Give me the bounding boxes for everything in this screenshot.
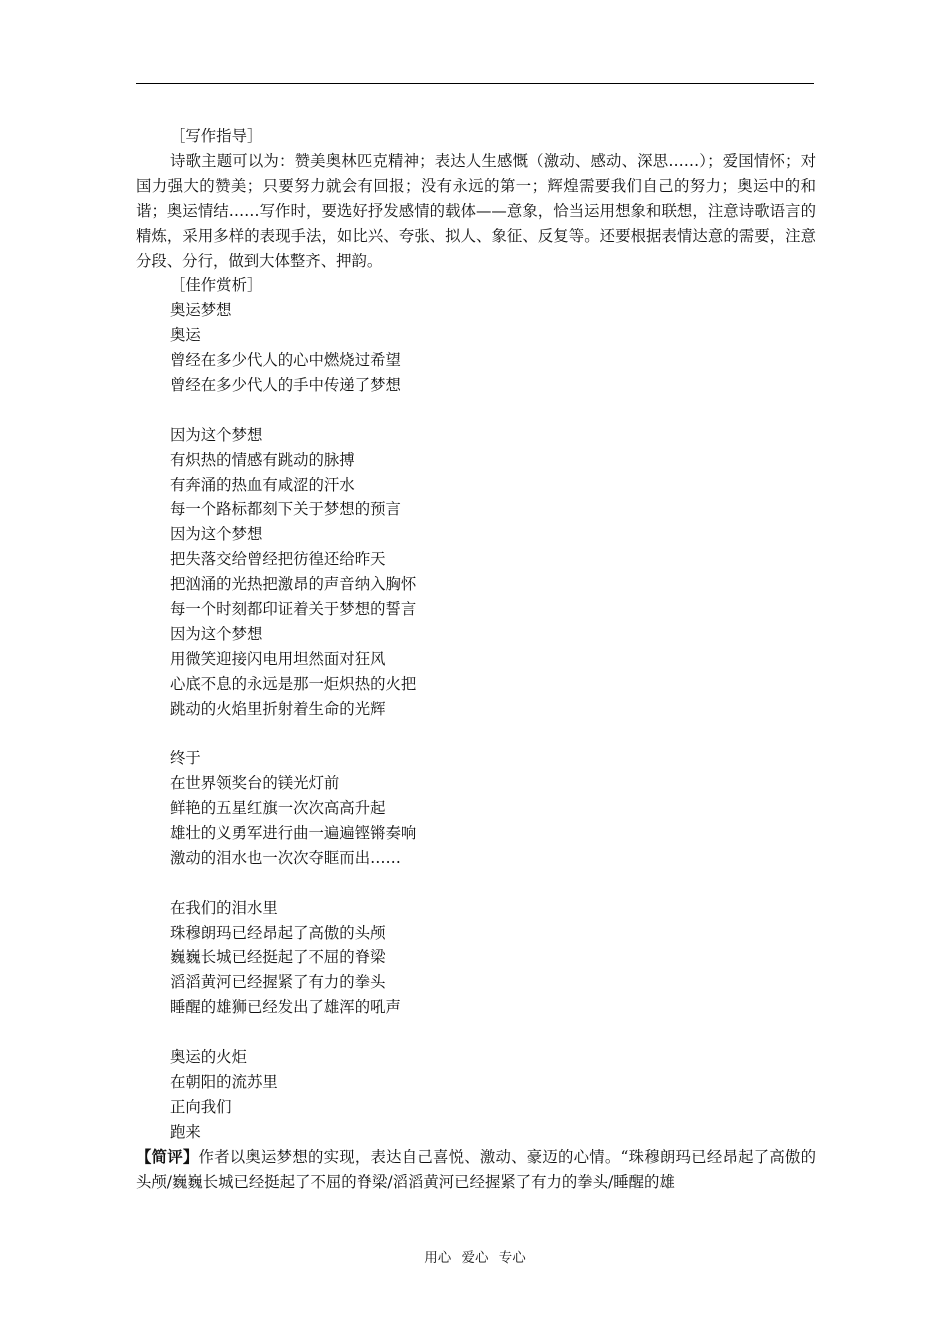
poem-line: 有奔涌的热血有咸涩的汗水	[170, 475, 355, 494]
document-body	[136, 124, 816, 1194]
poem-line: 雄壮的义勇军进行曲一遍遍铿锵奏响	[170, 824, 417, 843]
poem-line: 用微笑迎接闪电用坦然面对狂风	[170, 649, 386, 668]
poem-line: 因为这个梦想	[170, 525, 263, 544]
review-paragraph	[136, 1145, 816, 1195]
stanza-gap	[136, 1020, 816, 1045]
poem-line: 睡醒的雄狮已经发出了雄浑的吼声	[170, 998, 401, 1017]
poem-line: 因为这个梦想	[170, 425, 263, 444]
poem-line: 奥运的火炬	[170, 1048, 247, 1067]
stanza-gap	[136, 398, 816, 423]
review-tag: 【简评】	[136, 1147, 199, 1166]
poem-line: 曾经在多少代人的心中燃烧过希望	[170, 351, 401, 370]
poem-title: 奥运梦想	[170, 301, 232, 320]
poem-line: 珠穆朗玛已经昂起了高傲的头颅	[170, 923, 386, 942]
poem-line: 曾经在多少代人的手中传递了梦想	[170, 375, 401, 394]
page-footer: 用心 爱心 专心	[424, 1250, 526, 1266]
header-rule	[136, 83, 814, 84]
poem-line: 每一个路标都刻下关于梦想的预言	[170, 500, 401, 519]
poem-line: 在世界领奖台的镁光灯前	[170, 774, 340, 793]
poem-line: 把汹涌的光热把激昂的声音纳入胸怀	[170, 575, 417, 594]
poem-line: 因为这个梦想	[170, 624, 263, 643]
poem-line: 激动的泪水也一次次夺眶而出……	[170, 848, 401, 867]
poem-line: 每一个时刻都印证着关于梦想的誓言	[170, 600, 417, 618]
guide-heading: ［写作指导］	[170, 127, 263, 145]
poem-line: 鲜艳的五星红旗一次次高高升起	[170, 799, 386, 818]
poem-line: 跑来	[170, 1122, 201, 1141]
poem-line: 跳动的火焰里折射着生命的光辉	[170, 699, 386, 718]
poem-body	[136, 323, 816, 1144]
poem-line: 滔滔黄河已经握紧了有力的拳头	[170, 973, 386, 992]
stanza-gap	[136, 721, 816, 746]
poem-line: 有炽热的情感有跳动的脉搏	[170, 450, 355, 469]
poem-line: 把失落交给曾经把彷徨还给昨天	[170, 550, 386, 569]
guide-paragraph: 诗歌主题可以为：赞美奥林匹克精神；表达人生感慨（激动、感动、深思……）；爱国情怀；对国力强大的赞美；只要努力就会有回报；没有永远的第一；辉煌需要我们自己的努力；奥运中的和谐；奥运情结……写作时，要选好抒发感情的载体——意象，恰当运用想象和联想，注意诗歌语言的精炼，采用多样的表现手法，如比兴、夸张、拟人、象征、反复等。还要根据表情达意的需要，注意分段、分行，做到大体整齐、押韵。	[136, 151, 816, 270]
poem-line: 心底不息的永远是那一炬炽热的火把	[170, 674, 417, 693]
review-text: 作者以奥运梦想的实现，表达自己喜悦、激动、豪迈的心情。“珠穆朗玛已经昂起了高傲的头颅/巍巍长城已经挺起了不屈的脊梁/滔滔黄河已经握紧了有力的拳头/睡醒的雄	[136, 1147, 816, 1191]
stanza-gap	[136, 871, 816, 896]
poem-line: 终于	[170, 749, 201, 768]
poem-line: 在朝阳的流苏里	[170, 1072, 278, 1091]
poem-line: 在我们的泪水里	[170, 898, 278, 917]
poem-line: 巍巍长城已经挺起了不屈的脊梁	[170, 948, 386, 967]
poem-line: 正向我们	[170, 1097, 232, 1116]
appreciation-heading: ［佳作赏析］	[170, 276, 263, 295]
poem-line: 奥运	[170, 326, 201, 345]
